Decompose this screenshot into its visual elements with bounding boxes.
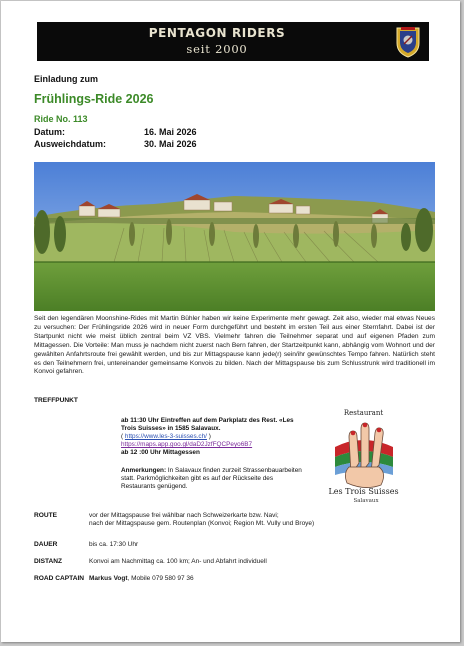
- event-title: Frühlings-Ride 2026: [34, 92, 154, 106]
- duration-label: DAUER: [34, 541, 58, 548]
- road-captain-name: Markus Vogt: [89, 575, 128, 582]
- route-label: ROUTE: [34, 512, 58, 519]
- intro-paragraph: Seit den legendären Moonshine-Rides mit Martin Bühler haben wir keine Experimente mehr gewagt. Zeit also, wieder mal etwas Neues zu versuchen: Der Frühlingsride 2026 wird in neuer Form durchgeführt und besteht im ersten Teil aus einer Sternfahrt. Dabei ist der Startpunkt nicht wie meist üblich zentral beim VZ VBS. Vielmehr fahren die Teilnehmer separat und auf eigenen Pfaden zum Mittagessen. Die Vorteile: Man muss je nachdem nicht zuerst nach Bern fahren, der Startzeitpunkt kann, abhängig vom Wohnort und der gewählten Anfahrtsroute frei gewählt werden, und bis zur Mittagspause kann jede(r) sein/ihr gewünschtes Tempo fahren. Natürlich steht es den Teilnehmern frei, untereinander gemeinsame Konvois zu bilden. Nach der Mittagspause bis zum Schlusstrunk wird traditionell im Konvoi gefahren.: [34, 315, 435, 376]
- treffpunkt-heading: TREFFPUNKT: [34, 397, 78, 404]
- distance-label: DISTANZ: [34, 558, 63, 565]
- lunch-time-text: ab 12 :00 Uhr Mittagessen: [121, 449, 200, 456]
- maps-link[interactable]: https://maps.app.goo.gl/daD2JzfFQCPeyo6B7: [121, 441, 253, 448]
- date-label: Datum:: [34, 127, 65, 137]
- club-crest-icon: [395, 25, 421, 58]
- meeting-point-block: [121, 417, 306, 457]
- club-name: PENTAGON RIDERS: [148, 26, 286, 40]
- duration-value: bis ca. 17:30 Uhr: [89, 541, 139, 548]
- restaurant-logo: [321, 407, 406, 503]
- restaurant-website-link[interactable]: https://www.les-3-suisses.ch/: [124, 433, 207, 440]
- alt-date-value: 30. Mai 2026: [144, 139, 197, 149]
- club-banner: [37, 22, 429, 61]
- logo-top-text: Restaurant: [343, 409, 384, 417]
- date-value: 16. Mai 2026: [144, 127, 197, 137]
- arrival-text: ab 11:30 Uhr Eintreffen auf dem Parkplatz des Rest. «Les Trois Suisses» in 1585 Salavaux.: [121, 417, 294, 432]
- link-prefix: (: [121, 433, 125, 440]
- alt-date-label: Ausweichdatum:: [34, 139, 107, 149]
- road-captain-phone: , Mobile 079 580 97 36: [127, 575, 194, 582]
- invitation-label: Einladung zum: [34, 74, 98, 84]
- notes-block: [121, 467, 306, 491]
- notes-label: Anmerkungen:: [121, 467, 167, 474]
- distance-value: Konvoi am Nachmittag ca. 100 km; An- und Abfahrt individuell: [89, 558, 267, 565]
- road-captain-label: ROAD CAPTAIN: [34, 575, 85, 582]
- route-value: vor der Mittagspause frei wählbar nach Schweizerkarte bzw. Navi; nach der Mittagspause gem. Routenplan (Konvoi; Region Mt. Vully und Broye): [89, 512, 315, 528]
- document-page: [1, 1, 460, 642]
- website-line: [121, 433, 306, 441]
- logo-bottom-text: Salavaux: [353, 498, 379, 503]
- landscape-photo: [34, 162, 435, 311]
- logo-main-text: Les Trois Suisses: [328, 487, 399, 496]
- club-since: seit 2000: [186, 42, 248, 56]
- link-suffix: ): [206, 433, 211, 440]
- notes-text: In Salavaux finden zurzeit Strassenbauarbeiten statt. Parkmöglichkeiten gibt es auf der Rückseite des Restaurants genügend.: [121, 467, 302, 490]
- ride-number: Ride No. 113: [34, 114, 88, 124]
- road-captain-value: [89, 575, 194, 583]
